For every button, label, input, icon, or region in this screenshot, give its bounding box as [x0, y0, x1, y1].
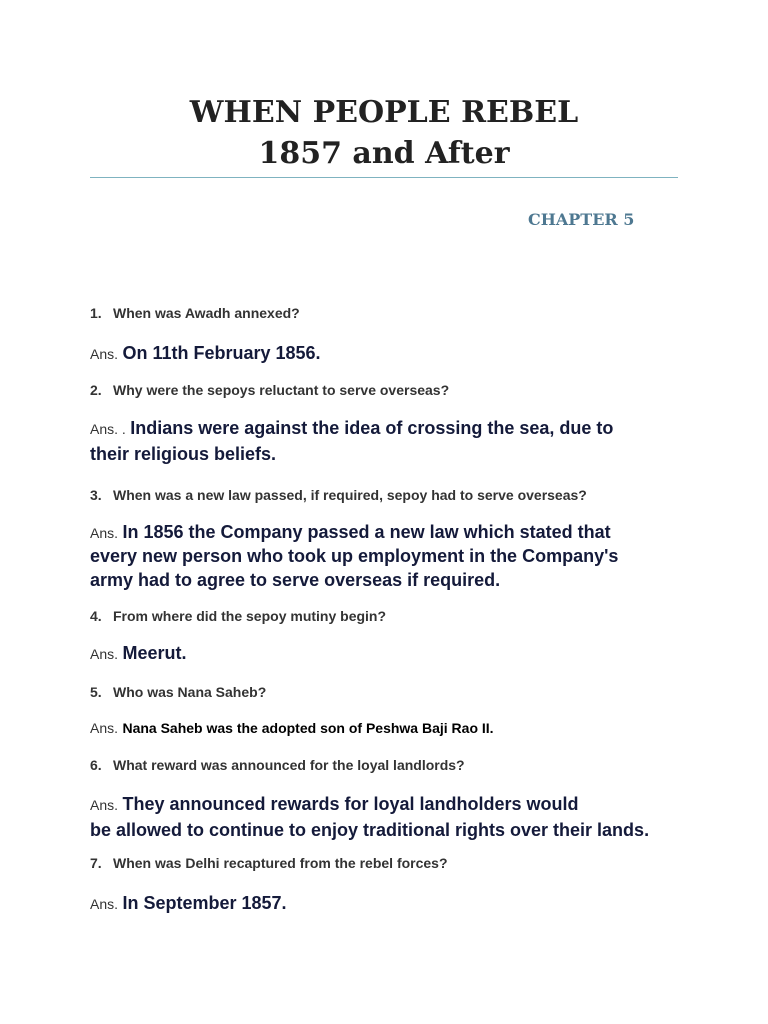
answer-label: Ans.	[90, 797, 119, 813]
answer-text: Indians were against the idea of crossing the sea, due to their religious beliefs.	[90, 418, 614, 464]
question-text: Who was Nana Saheb?	[113, 684, 267, 700]
question-text: Why were the sepoys reluctant to serve overseas?	[113, 382, 450, 398]
answer-text-line1: They announced rewards for loyal landholders would	[122, 794, 579, 814]
question-number: 3.	[90, 487, 102, 503]
answer-text: Meerut.	[122, 643, 187, 663]
question-1	[90, 305, 300, 321]
answer-text: In 1856 the Company passed a new law which stated that every new person who took up employment in the Company's army had to agree to serve overseas if required.	[90, 522, 619, 590]
title-divider	[90, 177, 678, 178]
question-number: 1.	[90, 305, 102, 321]
answer-text-line2: be allowed to continue to enjoy traditional rights over their lands.	[90, 820, 650, 840]
question-text: What reward was announced for the loyal landlords?	[113, 757, 465, 773]
answer-text: In September 1857.	[122, 893, 287, 913]
question-number: 6.	[90, 757, 102, 773]
chapter-label: CHAPTER 5	[528, 210, 635, 229]
question-number: 5.	[90, 684, 102, 700]
answer-label: Ans.	[90, 720, 119, 736]
answer-label: Ans. .	[90, 421, 126, 437]
question-text: When was a new law passed, if required, sepoy had to serve overseas?	[113, 487, 587, 503]
question-text: When was Awadh annexed?	[113, 305, 300, 321]
answer-label: Ans.	[90, 525, 119, 541]
question-7	[90, 855, 448, 871]
answer-6	[90, 791, 710, 843]
answer-text: Nana Saheb was the adopted son of Peshwa Baji Rao II.	[122, 720, 494, 736]
question-number: 7.	[90, 855, 102, 871]
answer-4	[90, 640, 690, 666]
answer-1	[90, 340, 690, 366]
question-5	[90, 684, 266, 700]
question-2	[90, 382, 449, 398]
answer-5	[90, 720, 690, 738]
question-number: 2.	[90, 382, 102, 398]
question-text: From where did the sepoy mutiny begin?	[113, 608, 387, 624]
answer-3	[90, 521, 650, 593]
answer-label: Ans.	[90, 896, 119, 912]
question-6	[90, 757, 465, 773]
answer-text: On 11th February 1856.	[122, 343, 321, 363]
document-title: WHEN PEOPLE REBEL	[189, 95, 579, 130]
document-subtitle: 1857 and After	[258, 136, 510, 171]
question-3	[90, 487, 587, 503]
question-4	[90, 608, 386, 624]
answer-label: Ans.	[90, 346, 119, 362]
question-number: 4.	[90, 608, 102, 624]
question-text: When was Delhi recaptured from the rebel forces?	[113, 855, 448, 871]
answer-2	[90, 415, 650, 467]
answer-7	[90, 890, 690, 916]
answer-label: Ans.	[90, 646, 119, 662]
